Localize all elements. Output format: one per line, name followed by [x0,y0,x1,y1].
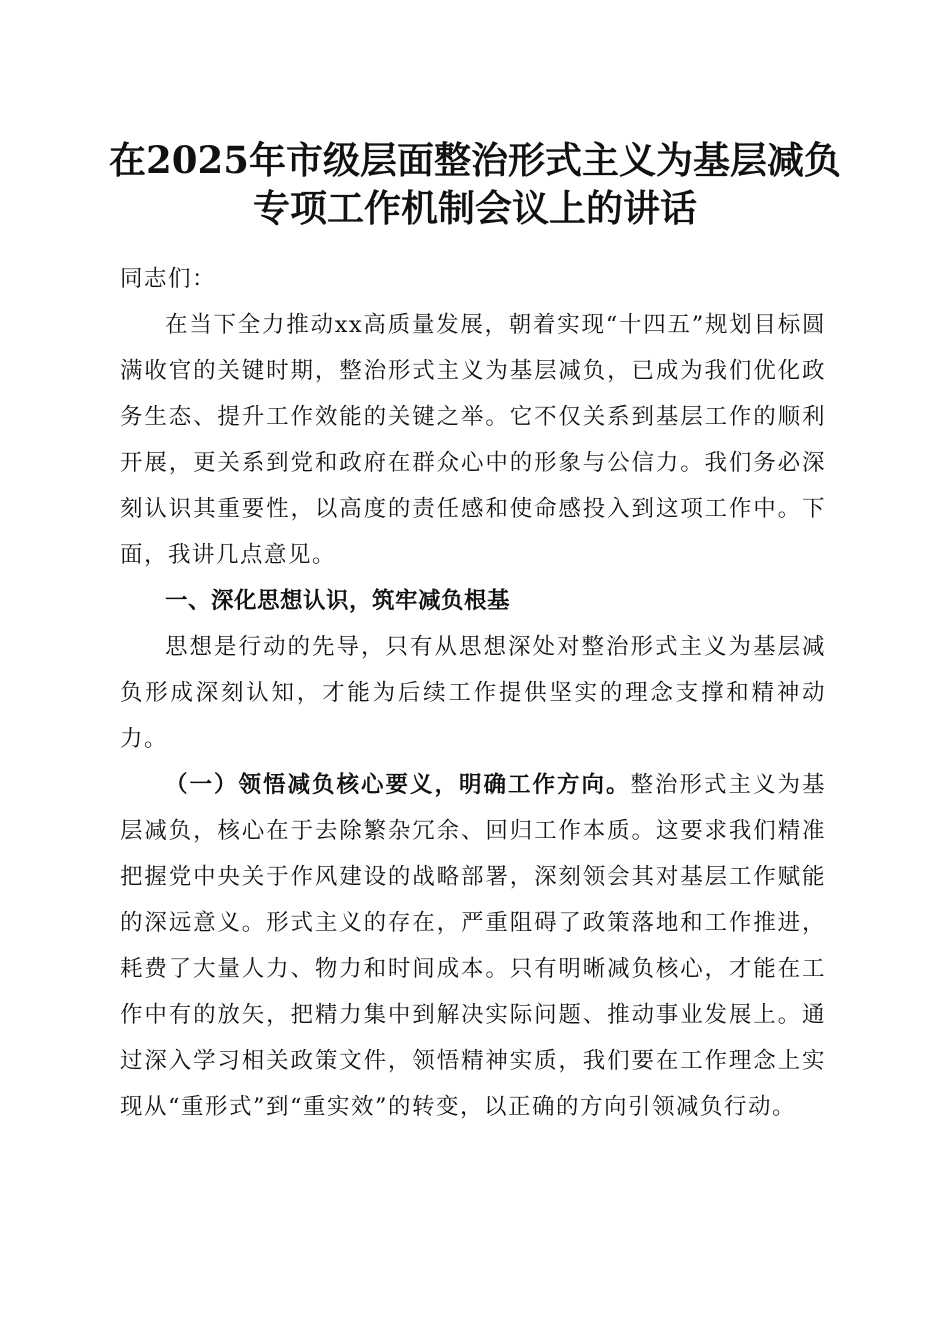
item-1-text: 整治形式主义为基层减负，核心在于去除繁杂冗余、回归工作本质。这要求我们精准把握党中央关于作风建设的战略部署，深刻领会其对基层工作赋能的深远意义。形式主义的存在，严重阻碍了政策落地和工作推进，耗费了大量人力、物力和时间成本。只有明晰减负核心，才能在工作中有的放矢，把精力集中到解决实际问题、推动事业发展上。通过深入学习相关政策文件，领悟精神实质，我们要在工作理念上实现从“重形式”到“重实效”的转变，以正确的方向引领减负行动。 [120,772,826,1120]
opening-paragraph: 在当下全力推动xx高质量发展，朝着实现“十四五”规划目标圆满收官的关键时期，整治形式主义为基层减负，已成为我们优化政务生态、提升工作效能的关键之举。它不仅关系到基层工作的顺利开展，更关系到党和政府在群众心中的形象与公信力。我们务必深刻认识其重要性，以高度的责任感和使命感投入到这项工作中。下面，我讲几点意见。 [120,312,826,568]
section-1-intro: 思想是行动的先导，只有从思想深处对整治形式主义为基层减负形成深刻认知，才能为后续工作提供坚实的理念支撑和精神动力。 [120,634,826,752]
item-1-label: （一）领悟减负核心要义，明确工作方向。 [165,772,631,798]
title-line-1: 在2025年市级层面整治形式主义为基层减负 [109,138,841,182]
salutation: 同志们： [120,266,217,292]
title-line-2: 专项工作机制会议上的讲话 [253,186,697,230]
section-1-item-1 [120,762,826,1130]
document-body [120,256,826,1130]
section-heading-1: 一、深化思想认识，筑牢减负根基 [165,588,511,614]
document-title [100,136,850,232]
